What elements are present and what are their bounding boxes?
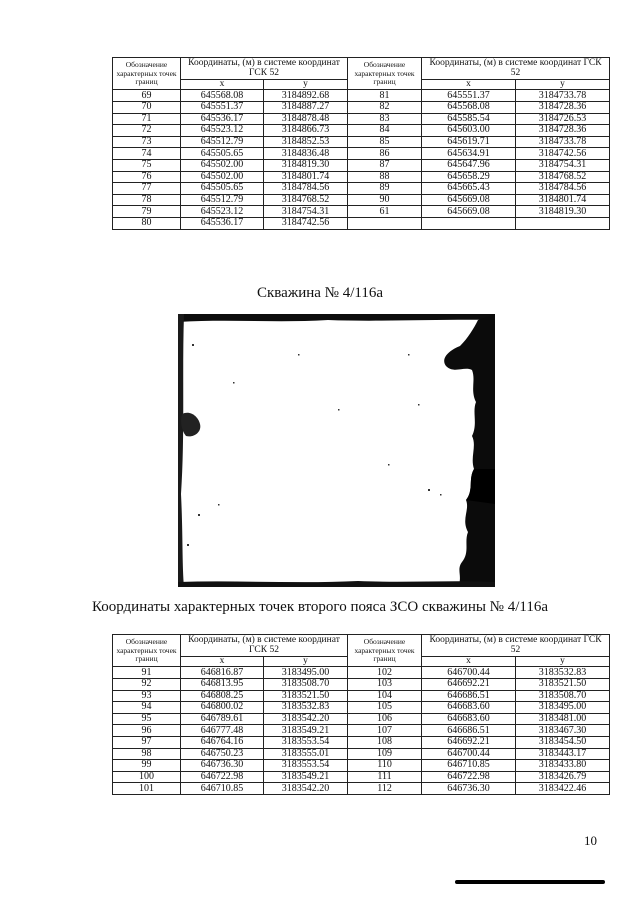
table-cell: 645634.91 [422, 148, 516, 160]
table-cell: 3183542.20 [264, 713, 348, 725]
table-cell: 645619.71 [422, 136, 516, 148]
table-cell: 3183532.83 [264, 702, 348, 714]
table-cell: 646813.95 [181, 678, 264, 690]
table-cell: 84 [348, 125, 422, 137]
table-cell: 106 [348, 713, 422, 725]
header-coords: Координаты, (м) в системе координат ГСК 52 [181, 635, 348, 657]
table-cell: 3184733.78 [516, 136, 610, 148]
table-cell: 3183521.50 [264, 690, 348, 702]
table-cell: 3183481.00 [516, 713, 610, 725]
table-cell: 3183508.70 [264, 678, 348, 690]
table-row [113, 748, 610, 760]
table-cell: 3183549.21 [264, 771, 348, 783]
table-cell: 646750.23 [181, 748, 264, 760]
table-cell: 91 [113, 667, 181, 679]
table-cell: 71 [113, 113, 181, 125]
table-cell: 645603.00 [422, 125, 516, 137]
table-cell: 646686.51 [422, 725, 516, 737]
table-cell: 646710.85 [422, 760, 516, 772]
table-cell: 3184742.56 [516, 148, 610, 160]
header-y: y [516, 656, 610, 667]
table-cell: 88 [348, 171, 422, 183]
table-cell: 645669.08 [422, 206, 516, 218]
table-cell: 83 [348, 113, 422, 125]
table-row [113, 667, 610, 679]
header-y: y [264, 79, 348, 90]
table-cell: 96 [113, 725, 181, 737]
table-row [113, 690, 610, 702]
footer-line [455, 880, 605, 884]
table-cell: 3184887.27 [264, 101, 348, 113]
table-cell: 3184819.30 [264, 159, 348, 171]
table-cell: 3183553.54 [264, 736, 348, 748]
table-cell: 645551.37 [422, 90, 516, 102]
table-cell: 86 [348, 148, 422, 160]
table-cell: 3183467.30 [516, 725, 610, 737]
table-cell [516, 217, 610, 229]
table-row [113, 713, 610, 725]
table-cell: 109 [348, 748, 422, 760]
header-coords: Координаты, (м) в системе координат ГСК 52 [422, 635, 610, 657]
table-row [113, 113, 610, 125]
table-cell: 646816.87 [181, 667, 264, 679]
table-cell: 3184819.30 [516, 206, 610, 218]
coordinates-table-2 [112, 634, 610, 795]
table-cell: 3183443.17 [516, 748, 610, 760]
table-cell: 61 [348, 206, 422, 218]
table-cell: 3183508.70 [516, 690, 610, 702]
table-cell: 3183549.21 [264, 725, 348, 737]
table-cell: 3184801.74 [516, 194, 610, 206]
header-x: x [181, 79, 264, 90]
table-cell: 645568.08 [422, 101, 516, 113]
table-cell: 108 [348, 736, 422, 748]
header-coords: Координаты, (м) в системе координат ГСК 52 [422, 58, 610, 80]
table-cell: 87 [348, 159, 422, 171]
table-row [113, 783, 610, 795]
table-cell: 73 [113, 136, 181, 148]
table-cell: 3184754.31 [264, 206, 348, 218]
table-cell: 646736.30 [422, 783, 516, 795]
table-cell: 3183542.20 [264, 783, 348, 795]
table-cell: 3184852.53 [264, 136, 348, 148]
table-cell: 3184728.36 [516, 125, 610, 137]
table-cell: 81 [348, 90, 422, 102]
table-row [113, 136, 610, 148]
header-x: x [181, 656, 264, 667]
table-cell: 3184726.53 [516, 113, 610, 125]
table-cell: 103 [348, 678, 422, 690]
table-row [113, 702, 610, 714]
table-cell: 78 [113, 194, 181, 206]
table-cell: 646683.60 [422, 702, 516, 714]
table-cell: 92 [113, 678, 181, 690]
table-cell: 646686.51 [422, 690, 516, 702]
table-cell: 76 [113, 171, 181, 183]
table-cell: 646764.16 [181, 736, 264, 748]
table-cell: 3184728.36 [516, 101, 610, 113]
table-cell: 3184784.56 [516, 183, 610, 195]
table-cell: 645568.08 [181, 90, 264, 102]
table-cell: 3183495.00 [516, 702, 610, 714]
table-cell: 646789.61 [181, 713, 264, 725]
table-cell: 645647.96 [422, 159, 516, 171]
table-cell: 646722.98 [422, 771, 516, 783]
table-cell: 645512.79 [181, 194, 264, 206]
header-point: Обозначение характерных точек границ [113, 635, 181, 667]
table-row [113, 206, 610, 218]
header-x: x [422, 79, 516, 90]
table-row [113, 159, 610, 171]
header-point: Обозначение характерных точек границ [348, 58, 422, 90]
table-cell: 3183532.83 [516, 667, 610, 679]
map-image [178, 314, 495, 587]
table-cell [422, 217, 516, 229]
table-cell: 82 [348, 101, 422, 113]
table-cell: 3183422.46 [516, 783, 610, 795]
table-cell: 646683.60 [422, 713, 516, 725]
table-cell: 85 [348, 136, 422, 148]
table-cell: 645505.65 [181, 183, 264, 195]
table-row [113, 148, 610, 160]
table-cell: 77 [113, 183, 181, 195]
table-cell: 645665.43 [422, 183, 516, 195]
table-cell: 100 [113, 771, 181, 783]
table-cell: 646710.85 [181, 783, 264, 795]
table-cell: 3184733.78 [516, 90, 610, 102]
table-cell: 94 [113, 702, 181, 714]
table-row [113, 125, 610, 137]
table-cell: 110 [348, 760, 422, 772]
well-heading: Скважина № 4/116а [257, 285, 383, 301]
header-y: y [264, 656, 348, 667]
table-row [113, 725, 610, 737]
table-cell: 69 [113, 90, 181, 102]
table-cell: 646800.02 [181, 702, 264, 714]
table-cell: 3183433.80 [516, 760, 610, 772]
header-point: Обозначение характерных точек границ [113, 58, 181, 90]
table-cell: 645512.79 [181, 136, 264, 148]
table-row [113, 771, 610, 783]
header-point: Обозначение характерных точек границ [348, 635, 422, 667]
table-1-body [113, 90, 610, 229]
table-cell: 75 [113, 159, 181, 171]
table-cell: 646692.21 [422, 736, 516, 748]
table-cell: 3184768.52 [264, 194, 348, 206]
table-cell: 3184801.74 [264, 171, 348, 183]
table-cell: 93 [113, 690, 181, 702]
table-cell: 3183454.50 [516, 736, 610, 748]
table-cell: 105 [348, 702, 422, 714]
table-cell: 97 [113, 736, 181, 748]
table-row [113, 678, 610, 690]
table-cell: 80 [113, 217, 181, 229]
table-row [113, 217, 610, 229]
table-cell: 3183495.00 [264, 667, 348, 679]
table-cell: 3183521.50 [516, 678, 610, 690]
table-row [113, 736, 610, 748]
table-cell: 646808.25 [181, 690, 264, 702]
table-cell: 645536.17 [181, 113, 264, 125]
table-cell: 645523.12 [181, 206, 264, 218]
table-2-body [113, 667, 610, 795]
table-cell: 74 [113, 148, 181, 160]
table-cell: 646736.30 [181, 760, 264, 772]
table-row [113, 101, 610, 113]
table-cell: 70 [113, 101, 181, 113]
coordinates-table-1 [112, 57, 610, 230]
table-cell: 645551.37 [181, 101, 264, 113]
table-cell: 3183426.79 [516, 771, 610, 783]
table-row [113, 183, 610, 195]
table-cell: 107 [348, 725, 422, 737]
table-cell: 645669.08 [422, 194, 516, 206]
table-cell: 646692.21 [422, 678, 516, 690]
table-row [113, 194, 610, 206]
table-cell: 3183553.54 [264, 760, 348, 772]
table-cell: 3184866.73 [264, 125, 348, 137]
table-cell [348, 217, 422, 229]
table-cell: 3184742.56 [264, 217, 348, 229]
table-cell: 3183555.01 [264, 748, 348, 760]
table-cell: 3184768.52 [516, 171, 610, 183]
table-cell: 89 [348, 183, 422, 195]
header-y: y [516, 79, 610, 90]
table-cell: 645585.54 [422, 113, 516, 125]
table-cell: 101 [113, 783, 181, 795]
table-cell: 645523.12 [181, 125, 264, 137]
table-cell: 3184878.48 [264, 113, 348, 125]
table-cell: 646700.44 [422, 667, 516, 679]
table-cell: 646700.44 [422, 748, 516, 760]
table-cell: 98 [113, 748, 181, 760]
table-cell: 104 [348, 690, 422, 702]
table-cell: 90 [348, 194, 422, 206]
table-cell: 111 [348, 771, 422, 783]
table-cell: 646777.48 [181, 725, 264, 737]
page-number: 10 [584, 833, 597, 848]
table-cell: 79 [113, 206, 181, 218]
table-cell: 72 [113, 125, 181, 137]
table-cell: 645658.29 [422, 171, 516, 183]
table-cell: 102 [348, 667, 422, 679]
table-row [113, 171, 610, 183]
table-cell: 99 [113, 760, 181, 772]
table-cell: 645505.65 [181, 148, 264, 160]
table-cell: 3184836.48 [264, 148, 348, 160]
table-cell: 112 [348, 783, 422, 795]
section-heading: Координаты характерных точек второго пояса ЗСО скважины № 4/116а [91, 599, 549, 615]
table-row [113, 90, 610, 102]
table-cell: 3184784.56 [264, 183, 348, 195]
header-x: x [422, 656, 516, 667]
table-cell: 645502.00 [181, 159, 264, 171]
header-coords: Координаты, (м) в системе координат ГСК 52 [181, 58, 348, 80]
table-cell: 95 [113, 713, 181, 725]
table-cell: 646722.98 [181, 771, 264, 783]
table-row [113, 760, 610, 772]
table-cell: 645536.17 [181, 217, 264, 229]
table-cell: 3184892.68 [264, 90, 348, 102]
table-cell: 3184754.31 [516, 159, 610, 171]
table-cell: 645502.00 [181, 171, 264, 183]
